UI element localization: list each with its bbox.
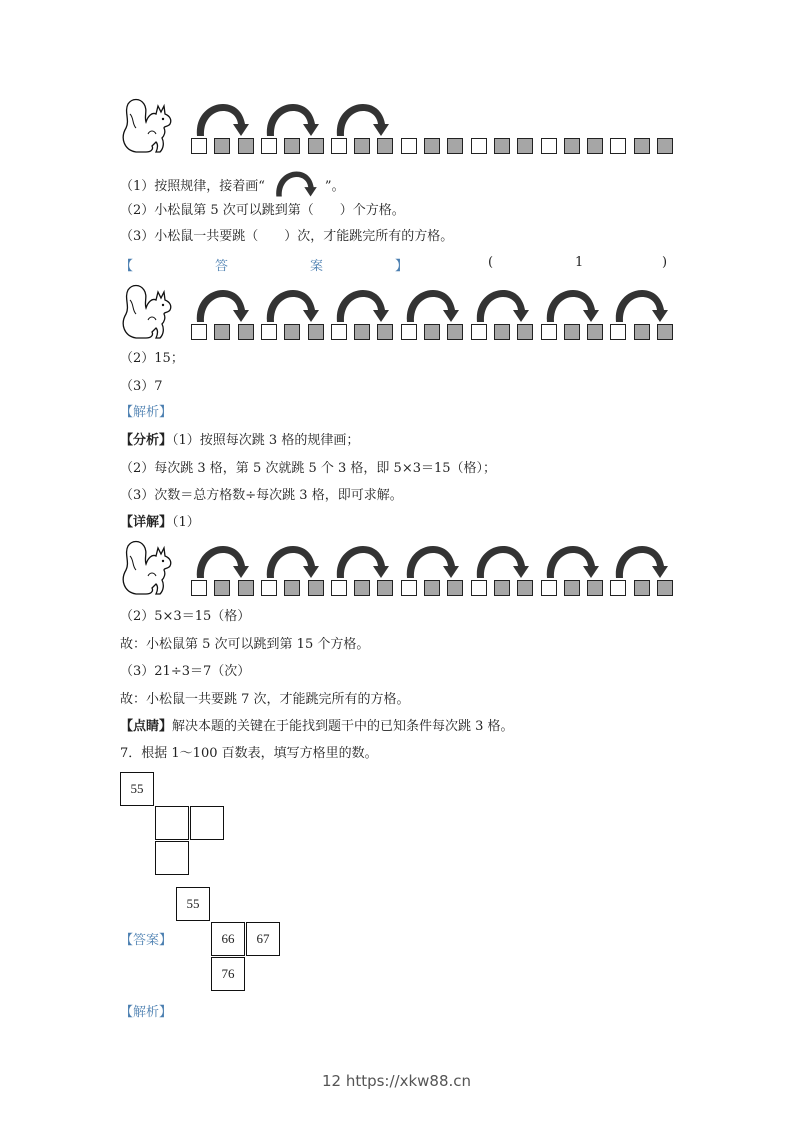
square-gray: [587, 138, 603, 154]
jump-arrow-icon: [331, 288, 391, 324]
square-white: [191, 324, 207, 340]
square-gray: [377, 138, 393, 154]
square-white: [261, 138, 277, 154]
squirrel-icon: [118, 280, 176, 342]
square-white: [401, 324, 417, 340]
answer-2: （2）15；: [120, 351, 184, 366]
answer-char: 答: [215, 259, 229, 274]
square-gray: [424, 138, 440, 154]
q1-suffix: ”。: [324, 179, 345, 194]
squirrel-jump-figure: [118, 94, 678, 156]
jump-arrow-icon: [401, 288, 461, 324]
square-white: [331, 324, 347, 340]
square-gray: [657, 138, 673, 154]
square-white: [610, 324, 626, 340]
square-gray: [284, 138, 300, 154]
square-row: [191, 580, 681, 596]
answer-cell-mid-left: 66: [211, 922, 245, 956]
square-white: [471, 580, 487, 596]
detail-3: （3）21÷3＝7（次）: [120, 664, 251, 679]
square-gray: [587, 580, 603, 596]
square-gray: [634, 138, 650, 154]
square-gray: [494, 324, 510, 340]
square-gray: [587, 324, 603, 340]
jump-arrow-icon: [265, 170, 325, 198]
square-gray: [238, 580, 254, 596]
jump-arrow-icon: [331, 102, 391, 138]
page-footer: 12 https://xkw88.cn: [321, 1072, 472, 1090]
square-gray: [354, 580, 370, 596]
q7-analysis-label: 【解析】: [120, 1005, 173, 1020]
jump-arrow-icon: [331, 544, 391, 580]
square-row: [191, 138, 681, 154]
answer-header: [120, 255, 668, 273]
fenxi-line-3: （3）次数＝总方格数÷每次跳 3 格，即可求解。: [120, 488, 403, 503]
xiangjie-text: （1）: [172, 515, 200, 530]
square-gray: [214, 324, 230, 340]
square-gray: [517, 324, 533, 340]
paren: (: [488, 255, 494, 270]
square-gray: [424, 580, 440, 596]
q7-answer-label: 【答案】: [120, 933, 173, 948]
jump-arrow-icon: [191, 102, 251, 138]
square-gray: [517, 580, 533, 596]
square-gray: [377, 580, 393, 596]
detail-3-conclusion: 故：小松鼠一共要跳 7 次，才能跳完所有的方格。: [120, 692, 410, 707]
xiangjie-line: [120, 514, 200, 532]
square-gray: [564, 138, 580, 154]
square-white: [261, 324, 277, 340]
grid-cell-top: 55: [120, 772, 154, 806]
squirrel-icon: [118, 536, 176, 598]
fenxi-line-1: [120, 432, 359, 450]
jump-arrow-icon: [261, 288, 321, 324]
square-white: [331, 580, 347, 596]
square-white: [471, 324, 487, 340]
q1-text: （1）按照规律，接着画“: [120, 179, 265, 194]
square-gray: [494, 580, 510, 596]
square-gray: [214, 138, 230, 154]
dianjing-line: [120, 718, 514, 736]
square-white: [191, 580, 207, 596]
square-white: [610, 138, 626, 154]
square-white: [541, 324, 557, 340]
jump-arrow-icon: [261, 102, 321, 138]
bracket: 】: [395, 259, 409, 274]
xiangjie-label: 【详解】: [120, 515, 173, 530]
square-white: [471, 138, 487, 154]
square-gray: [447, 324, 463, 340]
square-gray: [424, 324, 440, 340]
square-white: [331, 138, 347, 154]
square-gray: [354, 324, 370, 340]
jump-arrow-icon: [191, 288, 251, 324]
square-gray: [657, 324, 673, 340]
square-gray: [657, 580, 673, 596]
square-gray: [284, 580, 300, 596]
detail-figure: [118, 536, 678, 598]
square-white: [261, 580, 277, 596]
square-gray: [517, 138, 533, 154]
grid-cell-mid-left: [155, 806, 189, 840]
square-gray: [214, 580, 230, 596]
answer-cell-top: 55: [176, 887, 210, 921]
question-7: 7．根据 1～100 百数表，填写方格里的数。: [120, 746, 378, 761]
square-gray: [284, 324, 300, 340]
square-gray: [377, 324, 393, 340]
question-3: （3）小松鼠一共要跳（ ）次，才能跳完所有的方格。: [120, 229, 454, 244]
square-row: [191, 324, 681, 340]
square-white: [401, 138, 417, 154]
square-gray: [354, 138, 370, 154]
square-gray: [308, 324, 324, 340]
square-gray: [447, 138, 463, 154]
square-gray: [564, 580, 580, 596]
fenxi-label: 【分析】: [120, 433, 173, 448]
square-gray: [308, 138, 324, 154]
answer-cell-mid-right: 67: [246, 922, 280, 956]
analysis-label: 【解析】: [120, 405, 173, 420]
question-2: （2）小松鼠第 5 次可以跳到第（ ）个方格。: [120, 203, 405, 218]
answer-char: 案: [310, 259, 324, 274]
bracket: 【: [120, 259, 134, 274]
square-gray: [634, 324, 650, 340]
jump-arrow-icon: [191, 544, 251, 580]
square-white: [191, 138, 207, 154]
answer-cell-bottom: 76: [211, 957, 245, 991]
jump-arrow-icon: [541, 288, 601, 324]
square-white: [401, 580, 417, 596]
fenxi-text: （1）按照每次跳 3 格的规律画；: [172, 433, 360, 448]
fenxi-line-2: （2）每次跳 3 格，第 5 次就跳 5 个 3 格，即 5×3＝15（格）；: [120, 461, 497, 476]
answer-figure: [118, 280, 678, 342]
jump-arrow-icon: [610, 288, 670, 324]
grid-cell-mid-right: [190, 806, 224, 840]
jump-arrow-icon: [471, 544, 531, 580]
square-gray: [308, 580, 324, 596]
question-1: [120, 170, 345, 198]
detail-2-conclusion: 故：小松鼠第 5 次可以跳到第 15 个方格。: [120, 637, 370, 652]
square-gray: [238, 324, 254, 340]
jump-arrow-icon: [541, 544, 601, 580]
jump-arrow-icon: [261, 544, 321, 580]
square-white: [541, 580, 557, 596]
dianjing-label: 【点睛】: [120, 719, 173, 734]
squirrel-icon: [118, 94, 176, 156]
square-gray: [634, 580, 650, 596]
square-gray: [447, 580, 463, 596]
square-white: [541, 138, 557, 154]
square-gray: [238, 138, 254, 154]
jump-arrow-icon: [610, 544, 670, 580]
jump-arrow-icon: [401, 544, 461, 580]
jump-arrow-icon: [471, 288, 531, 324]
detail-2: （2）5×3＝15（格）: [120, 609, 251, 624]
square-gray: [564, 324, 580, 340]
answer-3: （3）7: [120, 379, 163, 394]
grid-cell-bottom: [155, 841, 189, 875]
dianjing-text: 解决本题的关键在于能找到题干中的已知条件每次跳 3 格。: [172, 719, 514, 734]
answer-number: 1: [575, 255, 584, 270]
square-white: [610, 580, 626, 596]
square-gray: [494, 138, 510, 154]
paren: ): [662, 255, 668, 270]
